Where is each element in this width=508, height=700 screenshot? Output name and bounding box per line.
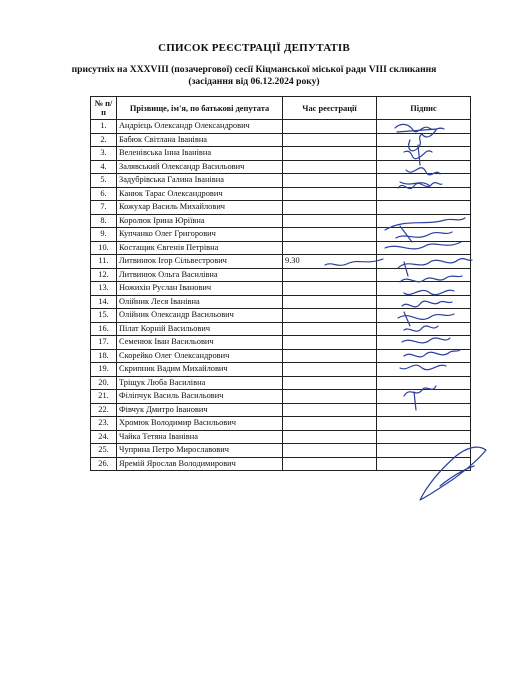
row-number: 25. xyxy=(91,444,117,458)
registration-time xyxy=(283,268,377,282)
table-body xyxy=(91,120,471,471)
deputy-name: Ножихін Руслан Іванович xyxy=(117,282,283,296)
registration-time xyxy=(283,336,377,350)
registration-time xyxy=(283,430,377,444)
registration-time xyxy=(283,187,377,201)
row-number: 21. xyxy=(91,390,117,404)
registration-time xyxy=(283,174,377,188)
deputy-name: Литвинюк Ольга Василівна xyxy=(117,268,283,282)
subtitle-line-1: присутніх на XXXVIII (позачергової) сесії Кіцманської міської ради VIII скликання xyxy=(71,64,437,75)
header-name: Прізвище, ім'я, по батькові депутата xyxy=(117,97,283,120)
row-number: 8. xyxy=(91,214,117,228)
document-subtitle xyxy=(0,64,508,88)
signature-cell xyxy=(377,417,471,431)
registration-time xyxy=(283,363,377,377)
deputy-name: Веленівська Інна Іванівна xyxy=(117,147,283,161)
registration-time xyxy=(283,120,377,134)
row-number: 18. xyxy=(91,349,117,363)
registration-table xyxy=(90,96,471,471)
table-row xyxy=(91,349,471,363)
registration-time xyxy=(283,295,377,309)
registration-time xyxy=(283,444,377,458)
row-number: 3. xyxy=(91,147,117,161)
table-row xyxy=(91,268,471,282)
signature-cell xyxy=(377,336,471,350)
deputy-name: Купчанко Олег Григорович xyxy=(117,228,283,242)
deputy-name: Литвинюк Ігор Сільвестрович xyxy=(117,255,283,269)
subtitle-line-2: (засідання від 06.12.2024 року) xyxy=(188,76,320,87)
header-number: № п/п xyxy=(91,97,117,120)
deputy-name: Канюк Тарас Олександрович xyxy=(117,187,283,201)
table-row xyxy=(91,457,471,471)
registration-time xyxy=(283,228,377,242)
row-number: 22. xyxy=(91,403,117,417)
row-number: 4. xyxy=(91,160,117,174)
registration-time xyxy=(283,403,377,417)
deputy-name: Бабюк Світлана Іванівна xyxy=(117,133,283,147)
registration-time xyxy=(283,214,377,228)
signature-cell xyxy=(377,268,471,282)
signature-cell xyxy=(377,120,471,134)
signature-cell xyxy=(377,295,471,309)
table-row xyxy=(91,444,471,458)
row-number: 9. xyxy=(91,228,117,242)
deputy-name: Семенюк Іван Васильович xyxy=(117,336,283,350)
signature-cell xyxy=(377,349,471,363)
table-row xyxy=(91,228,471,242)
row-number: 24. xyxy=(91,430,117,444)
registration-time xyxy=(283,282,377,296)
deputy-name: Олійник Леся Іванівна xyxy=(117,295,283,309)
header-time: Час реєстрації xyxy=(283,97,377,120)
signature-cell xyxy=(377,187,471,201)
signature-cell xyxy=(377,309,471,323)
signature-cell xyxy=(377,430,471,444)
deputy-name: Задубрівська Галина Іванівна xyxy=(117,174,283,188)
registration-time xyxy=(283,322,377,336)
row-number: 6. xyxy=(91,187,117,201)
signature-cell xyxy=(377,322,471,336)
row-number: 15. xyxy=(91,309,117,323)
registration-time xyxy=(283,201,377,215)
signature-cell xyxy=(377,241,471,255)
deputy-name: Олійник Олександр Васильович xyxy=(117,309,283,323)
signature-cell xyxy=(377,282,471,296)
signature-cell xyxy=(377,201,471,215)
row-number: 16. xyxy=(91,322,117,336)
table-row xyxy=(91,120,471,134)
table-row xyxy=(91,187,471,201)
deputy-name: Пілат Корній Васильович xyxy=(117,322,283,336)
signature-cell xyxy=(377,160,471,174)
deputy-name: Яремій Ярослав Володимирович xyxy=(117,457,283,471)
table-row xyxy=(91,201,471,215)
row-number: 10. xyxy=(91,241,117,255)
deputy-name: Чайка Тетяна Іванівна xyxy=(117,430,283,444)
registration-time xyxy=(283,417,377,431)
table-row xyxy=(91,255,471,269)
row-number: 11. xyxy=(91,255,117,269)
table-row xyxy=(91,363,471,377)
table-row xyxy=(91,282,471,296)
row-number: 12. xyxy=(91,268,117,282)
table-row xyxy=(91,241,471,255)
table-row xyxy=(91,214,471,228)
table-row xyxy=(91,430,471,444)
signature-cell xyxy=(377,228,471,242)
signature-cell xyxy=(377,376,471,390)
deputy-name: Чуприна Петро Мирославович xyxy=(117,444,283,458)
registration-time xyxy=(283,160,377,174)
deputy-name: Кожухар Василь Михайлович xyxy=(117,201,283,215)
row-number: 26. xyxy=(91,457,117,471)
table-row xyxy=(91,295,471,309)
row-number: 20. xyxy=(91,376,117,390)
table-row xyxy=(91,376,471,390)
signature-cell xyxy=(377,174,471,188)
table-row xyxy=(91,336,471,350)
deputy-name: Андрієць Олександр Олександрович xyxy=(117,120,283,134)
deputy-name: Фівчук Дмитро Іванович xyxy=(117,403,283,417)
deputy-name: Тріщук Люба Василівна xyxy=(117,376,283,390)
row-number: 23. xyxy=(91,417,117,431)
signature-cell xyxy=(377,255,471,269)
header-signature: Підпис xyxy=(377,97,471,120)
table-row xyxy=(91,309,471,323)
table-row xyxy=(91,174,471,188)
signature-cell xyxy=(377,444,471,458)
signature-cell xyxy=(377,214,471,228)
registration-time: 9.30 xyxy=(283,255,377,269)
row-number: 7. xyxy=(91,201,117,215)
registration-time xyxy=(283,390,377,404)
deputy-name: Костащик Євгенія Петрівна xyxy=(117,241,283,255)
row-number: 5. xyxy=(91,174,117,188)
deputy-name: Хромюк Володимир Васильович xyxy=(117,417,283,431)
deputy-name: Філіпчук Василь Васильович xyxy=(117,390,283,404)
signature-cell xyxy=(377,147,471,161)
registration-time xyxy=(283,349,377,363)
deputy-name: Скрипник Вадим Михайлович xyxy=(117,363,283,377)
signature-cell xyxy=(377,363,471,377)
row-number: 2. xyxy=(91,133,117,147)
row-number: 1. xyxy=(91,120,117,134)
registration-time xyxy=(283,147,377,161)
deputy-name: Залявський Олександр Васильович xyxy=(117,160,283,174)
deputy-name: Скорейко Олег Олександрович xyxy=(117,349,283,363)
row-number: 19. xyxy=(91,363,117,377)
signature-cell xyxy=(377,390,471,404)
deputy-name: Королюк Ірина Юріївна xyxy=(117,214,283,228)
table-row xyxy=(91,133,471,147)
table-header-row xyxy=(91,97,471,120)
signature-cell xyxy=(377,457,471,471)
row-number: 14. xyxy=(91,295,117,309)
table-row xyxy=(91,160,471,174)
table-row xyxy=(91,322,471,336)
registration-time xyxy=(283,133,377,147)
row-number: 13. xyxy=(91,282,117,296)
document-title: СПИСОК РЕЄСТРАЦІЇ ДЕПУТАТІВ xyxy=(158,42,350,54)
registration-time xyxy=(283,241,377,255)
table-row xyxy=(91,390,471,404)
signature-cell xyxy=(377,133,471,147)
signature-cell xyxy=(377,403,471,417)
registration-time xyxy=(283,309,377,323)
table-row xyxy=(91,147,471,161)
registration-time xyxy=(283,457,377,471)
table-row xyxy=(91,417,471,431)
row-number: 17. xyxy=(91,336,117,350)
registration-time xyxy=(283,376,377,390)
table-row xyxy=(91,403,471,417)
